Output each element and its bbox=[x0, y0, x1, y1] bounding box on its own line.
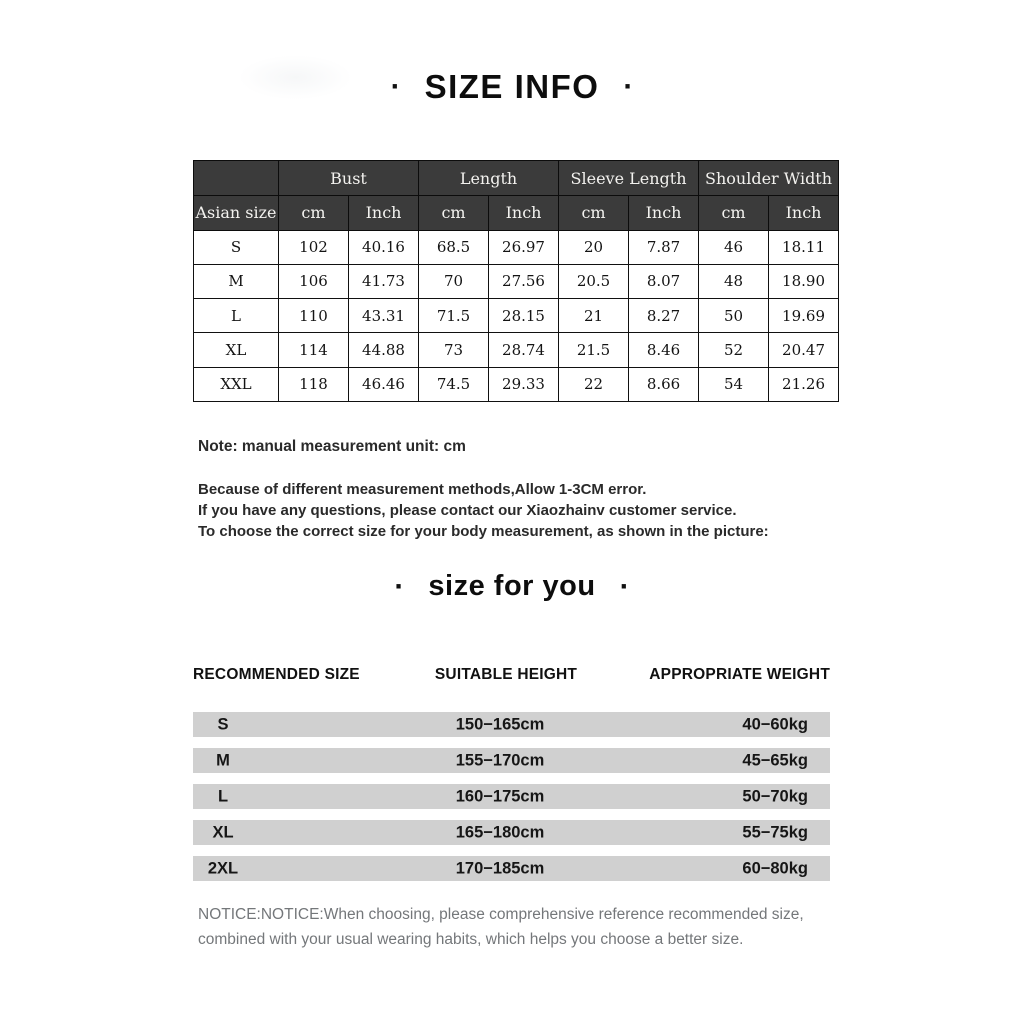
value-cell: 21 bbox=[559, 299, 629, 333]
value-cell: 41.73 bbox=[349, 264, 419, 298]
value-cell: 18.90 bbox=[769, 264, 839, 298]
unit-header: Inch bbox=[489, 196, 559, 230]
measurement-notes bbox=[198, 479, 769, 542]
value-cell: 18.11 bbox=[769, 230, 839, 264]
value-cell: 50 bbox=[699, 299, 769, 333]
left-dot: · bbox=[390, 70, 401, 103]
value-cell: 29.33 bbox=[489, 367, 559, 401]
value-cell: 54 bbox=[699, 367, 769, 401]
fit-height: 160−175cm bbox=[455, 787, 545, 805]
value-cell: 21.5 bbox=[559, 333, 629, 367]
value-cell: 20.47 bbox=[769, 333, 839, 367]
value-cell: 21.26 bbox=[769, 367, 839, 401]
fit-size: XL bbox=[212, 823, 234, 841]
size-cell: XL bbox=[194, 333, 279, 367]
table-row bbox=[194, 264, 839, 298]
left-dot: · bbox=[394, 569, 405, 603]
bottom-notice bbox=[198, 903, 804, 952]
value-cell: 26.97 bbox=[489, 230, 559, 264]
unit-header: cm bbox=[699, 196, 769, 230]
size-for-you-title: size for you bbox=[428, 570, 596, 602]
fit-height: 150−165cm bbox=[455, 715, 545, 733]
value-cell: 68.5 bbox=[419, 230, 489, 264]
fit-size: S bbox=[217, 715, 229, 733]
value-cell: 74.5 bbox=[419, 367, 489, 401]
fit-weight: 50−70kg bbox=[742, 787, 808, 805]
size-info-heading bbox=[0, 68, 1024, 106]
value-cell: 20.5 bbox=[559, 264, 629, 298]
value-cell: 110 bbox=[279, 299, 349, 333]
fit-row bbox=[193, 820, 830, 845]
size-info-title: SIZE INFO bbox=[424, 68, 600, 105]
value-cell: 8.07 bbox=[629, 264, 699, 298]
value-cell: 102 bbox=[279, 230, 349, 264]
unit-header: cm bbox=[419, 196, 489, 230]
value-cell: 52 bbox=[699, 333, 769, 367]
size-cell: M bbox=[194, 264, 279, 298]
size-cell: XXL bbox=[194, 367, 279, 401]
value-cell: 46 bbox=[699, 230, 769, 264]
unit-note: Note: manual measurement unit: cm bbox=[198, 438, 466, 455]
value-cell: 28.15 bbox=[489, 299, 559, 333]
value-cell: 71.5 bbox=[419, 299, 489, 333]
fit-row bbox=[193, 856, 830, 881]
recommended-size-header: RECOMMENDED SIZE bbox=[193, 666, 360, 683]
unit-header: cm bbox=[559, 196, 629, 230]
value-cell: 8.27 bbox=[629, 299, 699, 333]
value-cell: 27.56 bbox=[489, 264, 559, 298]
asian-size-header: Asian size bbox=[194, 196, 279, 230]
unit-header: Inch bbox=[769, 196, 839, 230]
value-cell: 7.87 bbox=[629, 230, 699, 264]
note-line: To choose the correct size for your body measurement, as shown in the picture: bbox=[198, 523, 769, 540]
table-unit-header-row bbox=[194, 196, 839, 230]
table-row bbox=[194, 333, 839, 367]
value-cell: 44.88 bbox=[349, 333, 419, 367]
unit-header: cm bbox=[279, 196, 349, 230]
fit-row bbox=[193, 748, 830, 773]
fit-height: 165−180cm bbox=[455, 823, 545, 841]
group-header-shoulder-width: Shoulder Width bbox=[699, 161, 839, 196]
appropriate-weight-header: APPROPRIATE WEIGHT bbox=[649, 666, 830, 683]
value-cell: 43.31 bbox=[349, 299, 419, 333]
fit-table-header-row bbox=[193, 666, 830, 688]
note-line: Because of different measurement methods,Allow 1-3CM error. bbox=[198, 481, 647, 498]
table-row bbox=[194, 367, 839, 401]
value-cell: 118 bbox=[279, 367, 349, 401]
size-cell: S bbox=[194, 230, 279, 264]
value-cell: 20 bbox=[559, 230, 629, 264]
fit-size: M bbox=[216, 751, 230, 769]
fit-weight: 45−65kg bbox=[742, 751, 808, 769]
value-cell: 8.66 bbox=[629, 367, 699, 401]
value-cell: 8.46 bbox=[629, 333, 699, 367]
size-cell: L bbox=[194, 299, 279, 333]
table-row bbox=[194, 299, 839, 333]
group-header-bust: Bust bbox=[279, 161, 419, 196]
recommended-size-table bbox=[193, 666, 830, 892]
fit-row bbox=[193, 784, 830, 809]
notice-line: NOTICE:NOTICE:When choosing, please comprehensive reference recommended size, bbox=[198, 906, 804, 923]
note-line: If you have any questions, please contact our Xiaozhainv customer service. bbox=[198, 502, 737, 519]
unit-header: Inch bbox=[629, 196, 699, 230]
group-header-length: Length bbox=[419, 161, 559, 196]
value-cell: 22 bbox=[559, 367, 629, 401]
value-cell: 114 bbox=[279, 333, 349, 367]
fit-size: L bbox=[217, 787, 229, 805]
fit-weight: 60−80kg bbox=[742, 859, 808, 877]
size-for-you-heading bbox=[0, 570, 1024, 603]
fit-size: 2XL bbox=[207, 859, 239, 877]
corner-cell bbox=[194, 161, 279, 196]
measurement-table bbox=[193, 160, 839, 402]
fit-height: 170−185cm bbox=[455, 859, 545, 877]
value-cell: 19.69 bbox=[769, 299, 839, 333]
fit-row bbox=[193, 712, 830, 737]
unit-header: Inch bbox=[349, 196, 419, 230]
value-cell: 40.16 bbox=[349, 230, 419, 264]
right-dot: · bbox=[619, 569, 630, 603]
fit-height: 155−170cm bbox=[455, 751, 545, 769]
value-cell: 46.46 bbox=[349, 367, 419, 401]
notice-line: combined with your usual wearing habits, which helps you choose a better size. bbox=[198, 930, 744, 948]
value-cell: 73 bbox=[419, 333, 489, 367]
table-group-header-row bbox=[194, 161, 839, 196]
value-cell: 70 bbox=[419, 264, 489, 298]
table-row bbox=[194, 230, 839, 264]
fit-weight: 40−60kg bbox=[742, 715, 808, 733]
suitable-height-header: SUITABLE HEIGHT bbox=[434, 666, 578, 683]
value-cell: 48 bbox=[699, 264, 769, 298]
group-header-sleeve-length: Sleeve Length bbox=[559, 161, 699, 196]
fit-weight: 55−75kg bbox=[742, 823, 808, 841]
right-dot: · bbox=[623, 70, 634, 103]
value-cell: 106 bbox=[279, 264, 349, 298]
value-cell: 28.74 bbox=[489, 333, 559, 367]
